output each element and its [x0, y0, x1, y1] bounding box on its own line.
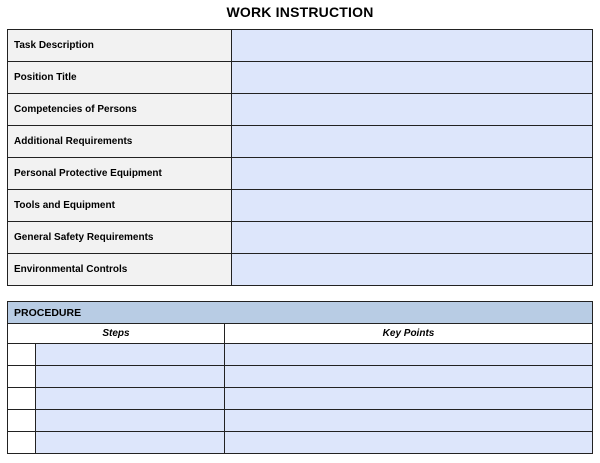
tools-field[interactable] [232, 190, 593, 222]
procedure-header: PROCEDURE [8, 302, 593, 324]
step-cell[interactable] [36, 388, 225, 410]
steps-column-header: Steps [8, 324, 225, 344]
step-cell[interactable] [36, 432, 225, 454]
step-number-cell[interactable] [8, 344, 36, 366]
info-label-position-title: Position Title [8, 62, 232, 94]
info-label-task-description: Task Description [8, 30, 232, 62]
step-number-cell[interactable] [8, 388, 36, 410]
info-label-ppe: Personal Protective Equipment [8, 158, 232, 190]
info-label-tools: Tools and Equipment [8, 190, 232, 222]
general-safety-field[interactable] [232, 222, 593, 254]
info-label-environmental: Environmental Controls [8, 254, 232, 286]
procedure-table [7, 301, 593, 454]
step-number-cell[interactable] [8, 410, 36, 432]
procedure-row [8, 366, 593, 388]
info-row-ppe [8, 158, 593, 190]
info-row-position-title [8, 62, 593, 94]
position-title-field[interactable] [232, 62, 593, 94]
step-number-cell[interactable] [8, 366, 36, 388]
key-point-cell[interactable] [225, 432, 593, 454]
key-point-cell[interactable] [225, 410, 593, 432]
step-number-cell[interactable] [8, 432, 36, 454]
step-cell[interactable] [36, 410, 225, 432]
step-cell[interactable] [36, 344, 225, 366]
info-row-task-description [8, 30, 593, 62]
key-point-cell[interactable] [225, 388, 593, 410]
info-row-environmental [8, 254, 593, 286]
info-row-additional-requirements [8, 126, 593, 158]
procedure-row [8, 344, 593, 366]
key-points-column-header: Key Points [225, 324, 593, 344]
document-title: WORK INSTRUCTION [226, 4, 374, 20]
work-instruction-info-table [7, 29, 593, 286]
ppe-field[interactable] [232, 158, 593, 190]
info-row-tools [8, 190, 593, 222]
competencies-field[interactable] [232, 94, 593, 126]
procedure-row [8, 410, 593, 432]
additional-requirements-field[interactable] [232, 126, 593, 158]
key-point-cell[interactable] [225, 366, 593, 388]
info-row-general-safety [8, 222, 593, 254]
step-cell[interactable] [36, 366, 225, 388]
procedure-row [8, 432, 593, 454]
info-label-competencies: Competencies of Persons [8, 94, 232, 126]
info-label-additional-requirements: Additional Requirements [8, 126, 232, 158]
info-label-general-safety: General Safety Requirements [8, 222, 232, 254]
info-row-competencies [8, 94, 593, 126]
environmental-controls-field[interactable] [232, 254, 593, 286]
task-description-field[interactable] [232, 30, 593, 62]
procedure-row [8, 388, 593, 410]
key-point-cell[interactable] [225, 344, 593, 366]
